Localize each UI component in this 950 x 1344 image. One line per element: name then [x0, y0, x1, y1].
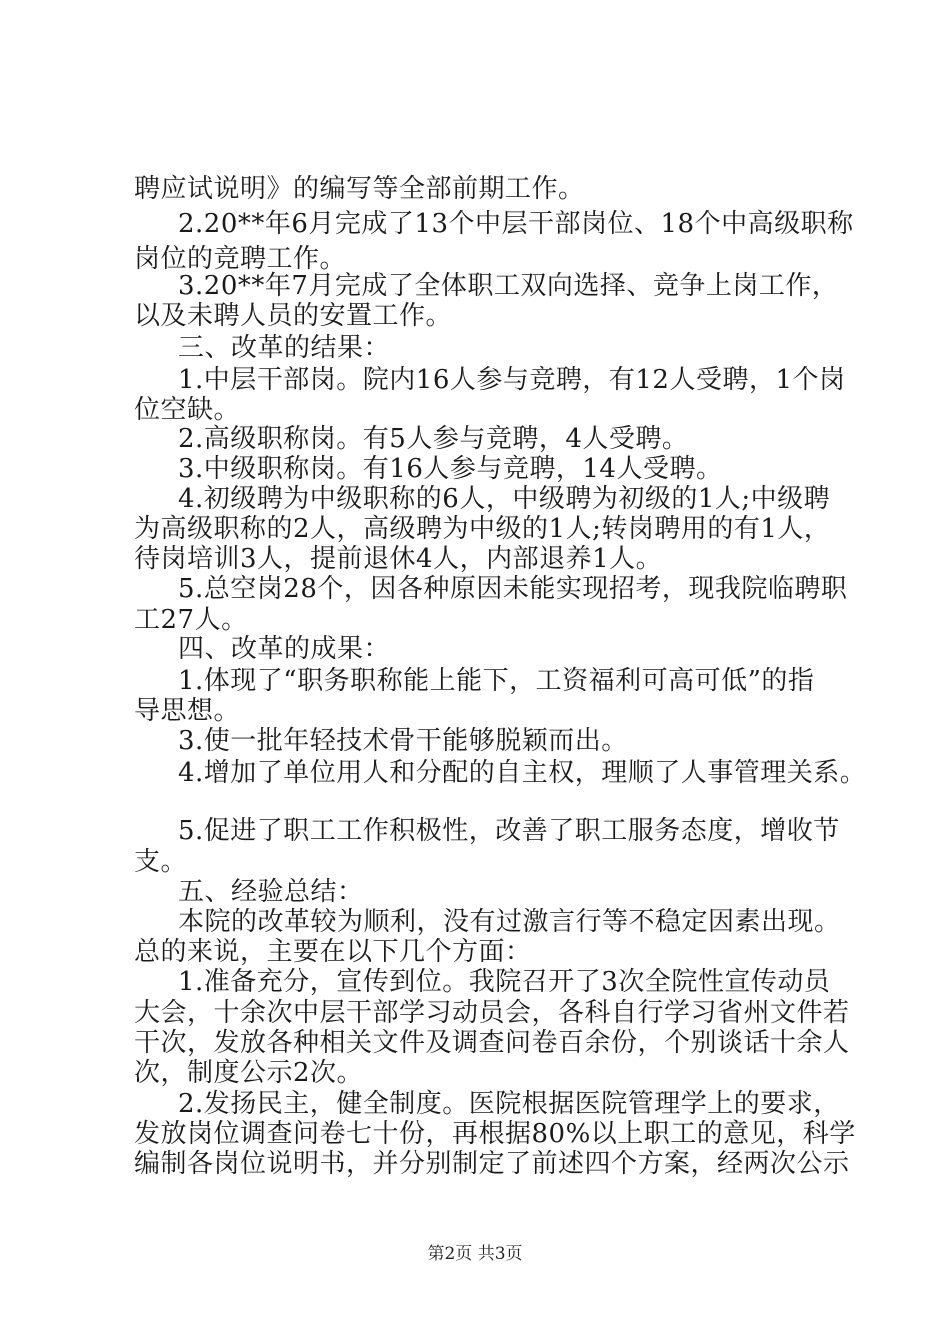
text-line: 位空缺。	[134, 395, 241, 425]
text-line: 2.发扬民主，健全制度。医院根据医院管理学上的要求，	[178, 1089, 840, 1119]
text-line: 2.高级职称岗。有5人参与竞聘，4人受聘。	[178, 424, 689, 454]
section-heading: 三、改革的结果：	[178, 333, 391, 363]
text-line: 1.中层干部岗。院内16人参与竞聘，有12人受聘，1个岗	[178, 365, 846, 395]
text-line: 1.准备充分，宣传到位。我院召开了3次全院性宣传动员	[178, 967, 831, 997]
text-line: 大会，十余次中层干部学习动员会，各科自行学习省州文件若	[134, 998, 850, 1028]
section-heading: 四、改革的成果：	[178, 634, 391, 664]
text-line: 导思想。	[134, 696, 241, 726]
text-line: 4.初级聘为中级职称的6人，中级聘为初级的1人;中级聘	[178, 484, 831, 514]
text-line: 2.20**年6月完成了13个中层干部岗位、18个中高级职称	[178, 209, 854, 239]
text-line: 工27人。	[134, 605, 248, 635]
text-line: 5.总空岗28个，因各种原因未能实现招考，现我院临聘职	[178, 574, 848, 604]
text-line: 3.使一批年轻技术骨干能够脱颖而出。	[178, 726, 628, 756]
text-line: 本院的改革较为顺利，没有过激言行等不稳定因素出现。	[178, 907, 841, 937]
text-line: 干次，发放各种相关文件及调查问卷百余份，个别谈话十余人	[134, 1028, 850, 1058]
text-line: 3.20**年7月完成了全体职工双向选择、竞争上岗工作，	[178, 271, 839, 301]
text-line: 1.体现了“职务职称能上能下，工资福利可高可低”的指	[178, 666, 815, 696]
text-line: 以及未聘人员的安置工作。	[134, 301, 453, 331]
text-line: 4.增加了单位用人和分配的自主权，理顺了人事管理关系。	[178, 758, 867, 788]
text-line: 聘应试说明》的编写等全部前期工作。	[134, 174, 585, 204]
text-line: 总的来说，主要在以下几个方面：	[134, 937, 532, 967]
text-line: 3.中级职称岗。有16人参与竞聘，14人受聘。	[178, 454, 723, 484]
text-line: 发放岗位调查问卷七十份，再根据80%以上职工的意见，科学	[134, 1119, 856, 1149]
text-line: 岗位的竞聘工作。	[134, 244, 347, 274]
text-line: 支。	[134, 847, 188, 877]
text-line: 为高级职称的2人，高级聘为中级的1人;转岗聘用的有1人，	[134, 514, 831, 544]
text-line: 待岗培训3人，提前退休4人，内部退养1人。	[134, 544, 663, 574]
page-number-footer: 第2页 共3页	[427, 1244, 523, 1264]
text-line: 5.促进了职工工作积极性，改善了职工服务态度，增收节	[178, 816, 840, 846]
text-line: 编制各岗位说明书，并分别制定了前述四个方案，经两次公示	[134, 1149, 850, 1179]
text-line: 次，制度公示2次。	[134, 1058, 364, 1088]
section-heading: 五、经验总结：	[178, 877, 364, 907]
